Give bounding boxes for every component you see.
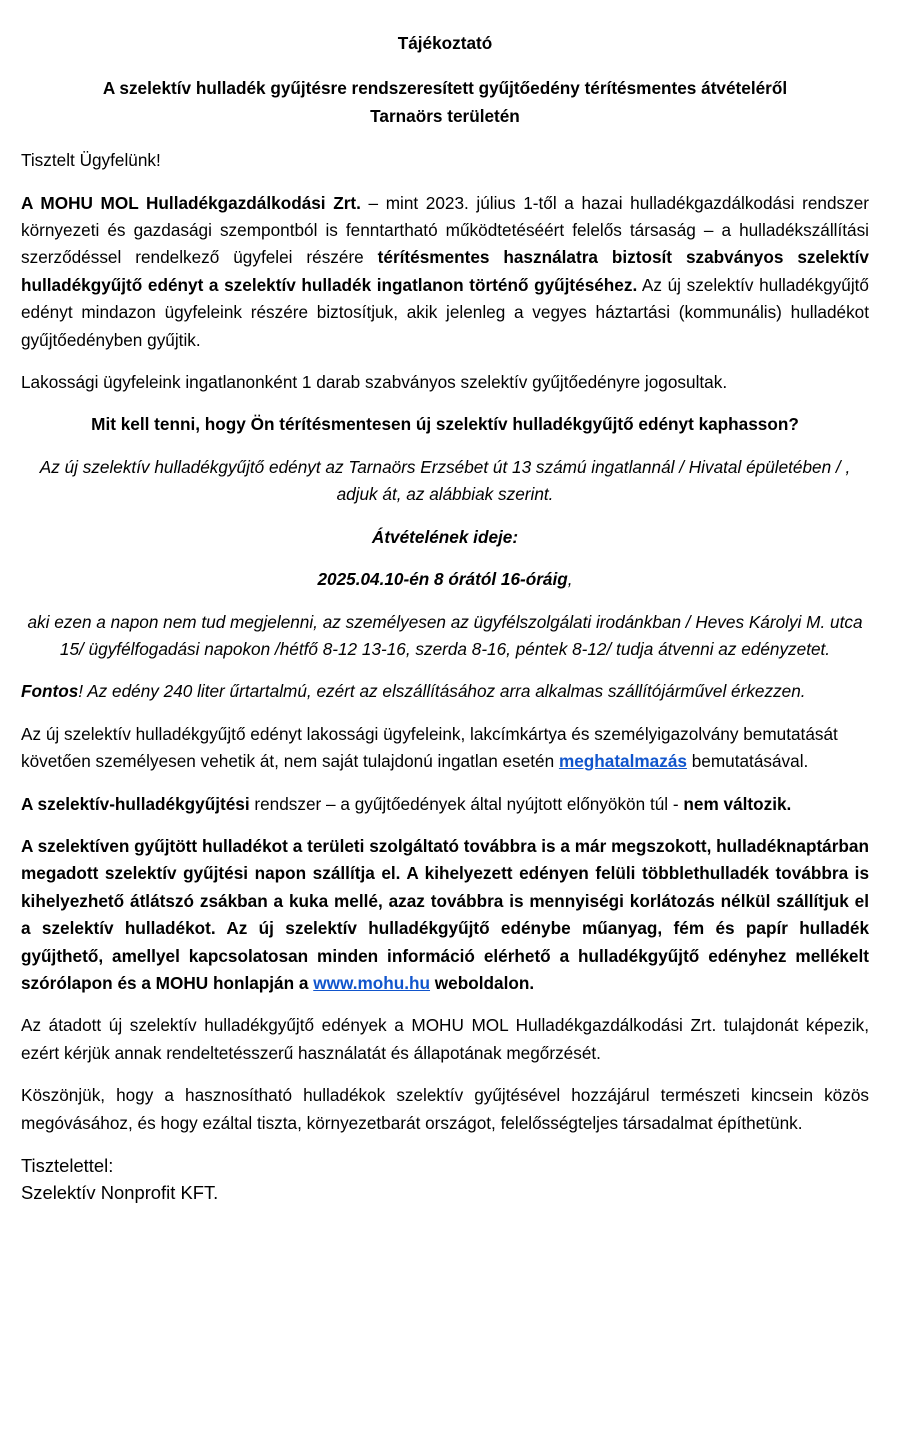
location-paragraph: Az új szelektív hulladékgyűjtő edényt az Tarnaörs Erzsébet út 13 számú ingatlannál / Hivatal épületében / , adjuk át, az alábbiak szerint. — [39, 456, 851, 505]
intro-text-a: – mint 2023. július 1-től a hazai hulladékgazdálkodási rendszer környezeti és gazdasági szempontból is fenntartható működtetéséért felelős társaság – a hulladékszállítási szerződéssel rendelkező ügyfelei részére — [21, 192, 869, 268]
id-text-a: Az új szelektív hulladékgyűjtő edényt lakossági ügyfeleink, lakcímkártya és személyigazolvány bemutatását követően személyesen vehetik át, nem saját tulajdonú ingatlan esetén — [21, 723, 838, 772]
pickup-heading: Átvételének ideje: — [371, 526, 519, 547]
collection-text: A szelektíven gyűjtött hulladékot a területi szolgáltató továbbra is a már megszokott, hulladéknaptárban megadott szelektív gyűjtési napon szállítja el. A kihelyezett edényen felüli többlethulladék továbbra is kihelyezhető átlátszó zsákban a kuka mellé, azaz továbbra is mennyiségi korlátozás nélkül szállítjuk el a szelektív hulladékot. Az új szelektív hulladékgyűjtő edénybe műanyag, fém és papír hulladék gyűjthető, amellyel kapcsolatosan minden információ elérhető a hulladékgyűjtő edényhez mellékelt szórólapon és a MOHU honlapján a — [21, 835, 869, 993]
intro-paragraph — [21, 190, 869, 354]
id-paragraph — [21, 721, 869, 776]
mohu-website-link[interactable]: www.mohu.hu — [313, 972, 431, 993]
company-name: A MOHU MOL Hulladékgazdálkodási Zrt. — [21, 192, 361, 213]
important-label: Fontos — [21, 681, 79, 702]
closing-block — [21, 1152, 869, 1206]
pickup-date: 2025.04.10-én 8 órától 16-óráig — [317, 569, 568, 590]
document-title: Tájékoztató — [397, 33, 493, 53]
collection-text-end: weboldalon. — [430, 972, 535, 993]
pickup-date-paragraph — [21, 566, 869, 593]
greeting: Tisztelt Ügyfelünk! — [21, 150, 161, 171]
important-paragraph — [21, 678, 869, 705]
alternative-paragraph: aki ezen a napon nem tud megjelenni, az személyesen az ügyfélszolgálati irodánkban / Heves Károlyi M. utca 15/ ügyfélfogadási napokon /hétfő 8-12 13-16, szerda 8-16, péntek 8-12/ tudja átvenni az edényzetet. — [27, 611, 863, 659]
intro-bold-text: térítésmentes használatra biztosít szabványos szelektív hulladékgyűjtő edényt a szelektív hulladék ingatlanon történő gyűjtéséhez. — [21, 247, 869, 295]
id-text-b: bemutatásával. — [686, 751, 809, 772]
authorization-link[interactable]: meghatalmazás — [558, 751, 687, 772]
document-subtitle — [21, 75, 869, 130]
ownership-paragraph: Az átadott új szelektív hulladékgyűjtő edények a MOHU MOL Hulladékgazdálkodási Zrt. tulajdonát képezik, ezért kérjük annak rendeltetésszerű használatát és állapotának megőrzését. — [21, 1015, 869, 1063]
collection-paragraph — [21, 833, 869, 997]
document-page — [21, 30, 869, 1206]
intro-text-c: Az új szelektív hulladékgyűjtő edényt mindazon ügyfeleink részére biztosítjuk, akik jelenleg a vegyes háztartási (kommunális) hulladékot gyűjtőedényben gyűjtik. — [21, 274, 869, 350]
closing-salutation: Tisztelettel: — [21, 1155, 114, 1176]
signature: Szelektív Nonprofit KFT. — [21, 1182, 219, 1203]
system-bold-a: A szelektív-hulladékgyűjtési — [21, 793, 250, 814]
question-heading: Mit kell tenni, hogy Ön térítésmentesen új szelektív hulladékgyűjtő edényt kaphasson? — [91, 414, 799, 435]
system-bold-c: nem változik. — [683, 793, 792, 814]
thanks-paragraph: Köszönjük, hogy a hasznosítható hulladékok szelektív gyűjtésével hozzájárul természeti kincsein közös megóvásához, és hogy ezáltal tiszta, környezetbarát országot, felelősségteljes társadalmat építhetünk. — [21, 1085, 869, 1133]
system-text-b: rendszer – a gyűjtőedények által nyújtott előnyökön túl - — [249, 793, 684, 814]
important-text: ! Az edény 240 liter űrtartalmú, ezért az elszállításához arra alkalmas szállítójárművel érkezzen. — [78, 681, 806, 702]
subtitle-line-2: Tarnaörs területén — [370, 105, 520, 126]
eligibility-paragraph: Lakossági ügyfeleink ingatlanonként 1 darab szabványos szelektív gyűjtőedényre jogosultak. — [21, 372, 728, 393]
system-paragraph — [21, 791, 869, 818]
subtitle-line-1: A szelektív hulladék gyűjtésre rendszeresített gyűjtőedény térítésmentes átvételéről — [102, 78, 788, 99]
pickup-date-comma: , — [567, 569, 573, 590]
